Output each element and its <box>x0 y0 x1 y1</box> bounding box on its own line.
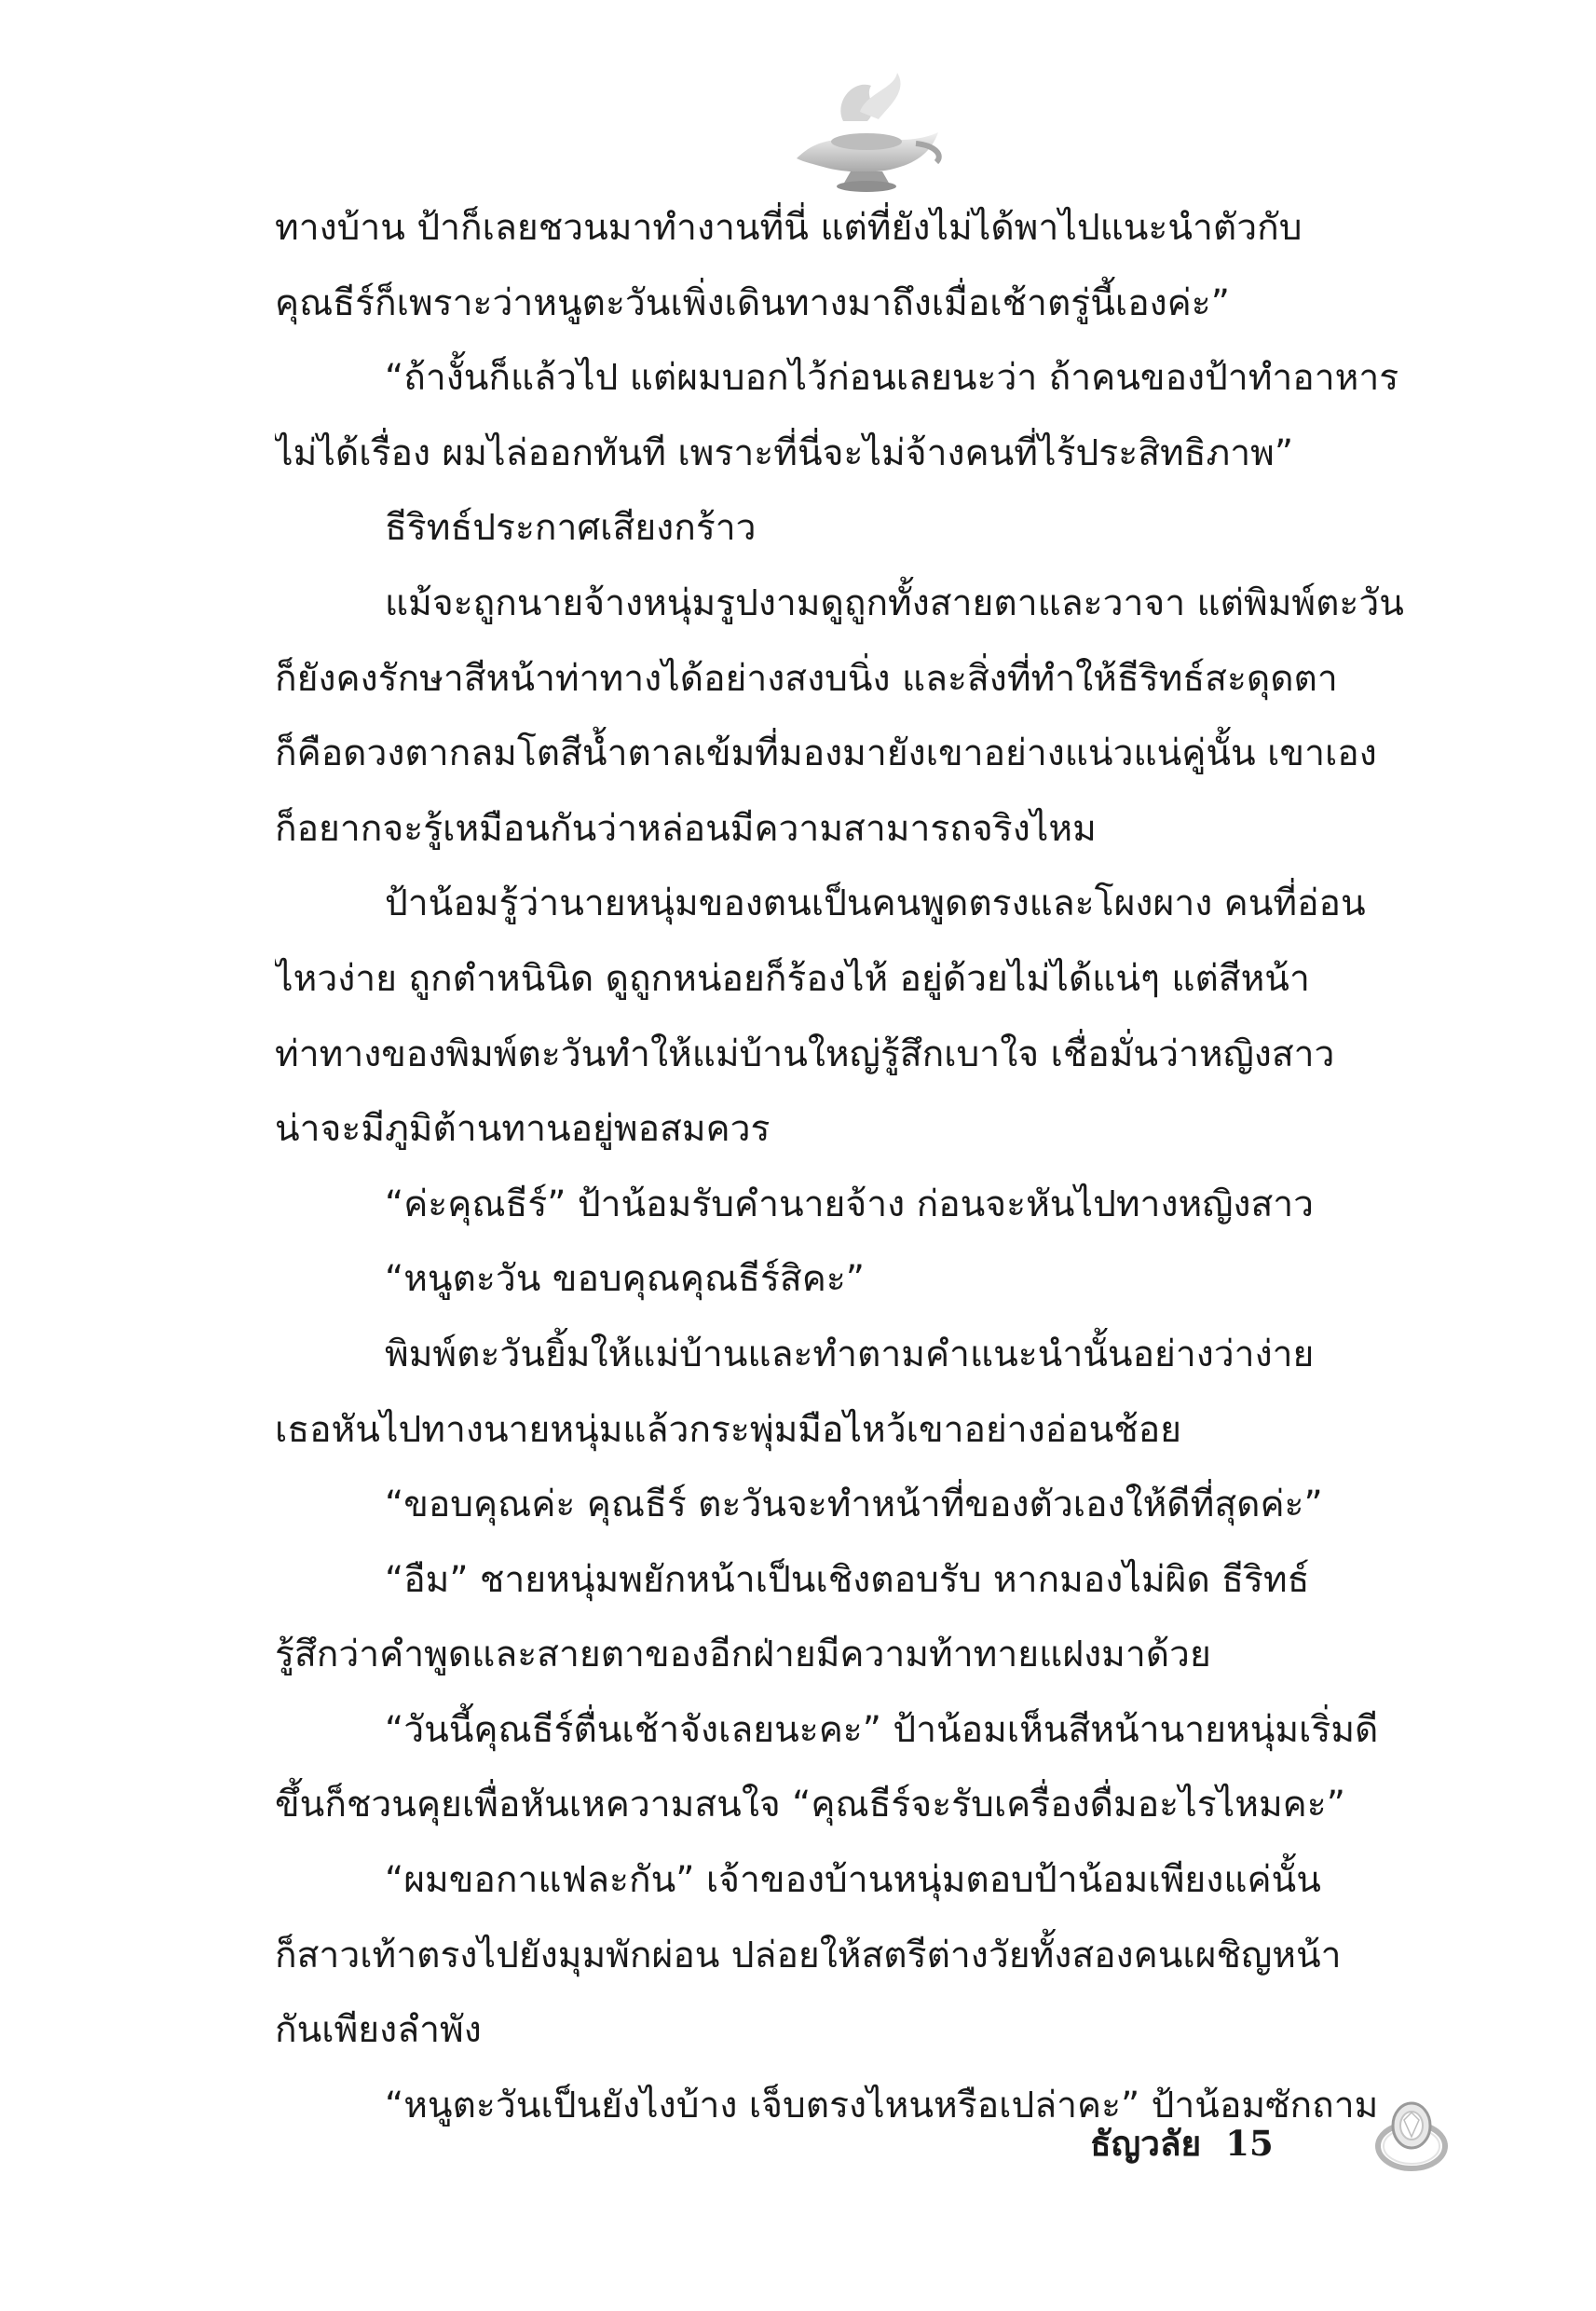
text-line: “วันนี้คุณธีร์ตื่นเช้าจังเลยนะคะ” ป้าน้อมเห็นสีหน้านายหนุ่มเริ่มดี <box>385 1708 1379 1751</box>
text-line: ขึ้นก็ชวนคุยเพื่อหันเหความสนใจ “คุณธีร์จะรับเครื่องดื่มอะไรไหมคะ” <box>275 1784 1345 1826</box>
text-line: ทางบ้าน ป้าก็เลยชวนมาทำงานที่นี่ แต่ที่ยังไม่ได้พาไปแนะนำตัวกับ <box>275 207 1303 249</box>
text-line: ก็คือดวงตากลมโตสีน้ำตาลเข้มที่มองมายังเขาอย่างแน่วแน่คู่นั้น เขาเอง <box>275 732 1377 775</box>
text-line: ก็อยากจะรู้เหมือนกันว่าหล่อนมีความสามารถจริงไหม <box>275 807 1097 850</box>
text-line: กันเพียงลำพัง <box>275 2009 482 2052</box>
text-line: แม้จะถูกนายจ้างหนุ่มรูปงามดูถูกทั้งสายตาและวาจา แต่พิมพ์ตะวัน <box>385 581 1404 624</box>
text-line: คุณธีร์ก็เพราะว่าหนูตะวันเพิ่งเดินทางมาถึงเมื่อเช้าตรู่นี้เองค่ะ” <box>275 281 1230 324</box>
text-line: ท่าทางของพิมพ์ตะวันทำให้แม่บ้านใหญ่รู้สึกเบาใจ เชื่อมั่นว่าหญิงสาว <box>275 1032 1335 1075</box>
text-line: ไหวง่าย ถูกตำหนินิด ดูถูกหน่อยก็ร้องไห้ อยู่ด้วยไม่ได้แน่ๆ แต่สีหน้า <box>275 957 1310 1000</box>
text-line: ก็สาวเท้าตรงไปยังมุมพักผ่อน ปล่อยให้สตรีต่างวัยทั้งสองคนเผชิญหน้า <box>275 1934 1342 1976</box>
book-title: ธัญวลัย <box>1090 2122 1202 2164</box>
page-footer <box>1090 2111 1274 2176</box>
text-line: “หนูตะวัน ขอบคุณคุณธีร์สิคะ” <box>385 1258 865 1301</box>
text-line: ป้าน้อมรู้ว่านายหนุ่มของตนเป็นคนพูดตรงและโผงผาง คนที่อ่อน <box>385 882 1366 925</box>
text-line: “หนูตะวันเป็นยังไงบ้าง เจ็บตรงไหนหรือเปล่าคะ” ป้าน้อมซักถาม <box>385 2084 1379 2126</box>
diamond-ring-icon <box>1370 2092 1453 2176</box>
text-line: ไม่ได้เรื่อง ผมไล่ออกทันที เพราะที่นี่จะไม่จ้างคนที่ไร้ประสิทธิภาพ” <box>275 431 1294 474</box>
text-line: “อืม” ชายหนุ่มพยักหน้าเป็นเชิงตอบรับ หากมองไม่ผิด ธีริทธ์ <box>385 1558 1310 1601</box>
text-line: ธีริทธ์ประกาศเสียงกร้าว <box>385 507 757 550</box>
text-line: รู้สึกว่าคำพูดและสายตาของอีกฝ่ายมีความท้าทายแฝงมาด้วย <box>275 1634 1211 1676</box>
text-line: เธอหันไปทางนายหนุ่มแล้วกระพุ่มมือไหว้เขาอย่างอ่อนช้อย <box>275 1408 1182 1451</box>
text-line: “ขอบคุณค่ะ คุณธีร์ ตะวันจะทำหน้าที่ของตัวเองให้ดีที่สุดค่ะ” <box>385 1484 1323 1526</box>
text-line: ก็ยังคงรักษาสีหน้าท่าทางได้อย่างสงบนิ่ง และสิ่งที่ทำให้ธีริทธ์สะดุดตา <box>275 657 1338 700</box>
text-line: พิมพ์ตะวันยิ้มให้แม่บ้านและทำตามคำแนะนำนั้นอย่างว่าง่าย <box>385 1333 1315 1375</box>
body-text <box>275 191 1439 2143</box>
text-line: “ผมขอกาแฟละกัน” เจ้าของบ้านหนุ่มตอบป้าน้อมเพียงแค่นั้น <box>385 1859 1321 1902</box>
page-number: 15 <box>1225 2123 1274 2164</box>
genie-lamp-icon <box>778 65 955 205</box>
text-line: “ถ้างั้นก็แล้วไป แต่ผมบอกไว้ก่อนเลยนะว่า ถ้าคนของป้าทำอาหาร <box>385 357 1399 400</box>
text-line: “ค่ะคุณธีร์” ป้าน้อมรับคำนายจ้าง ก่อนจะหันไปทางหญิงสาว <box>385 1183 1315 1225</box>
text-line: น่าจะมีภูมิต้านทานอยู่พอสมควร <box>275 1108 771 1151</box>
